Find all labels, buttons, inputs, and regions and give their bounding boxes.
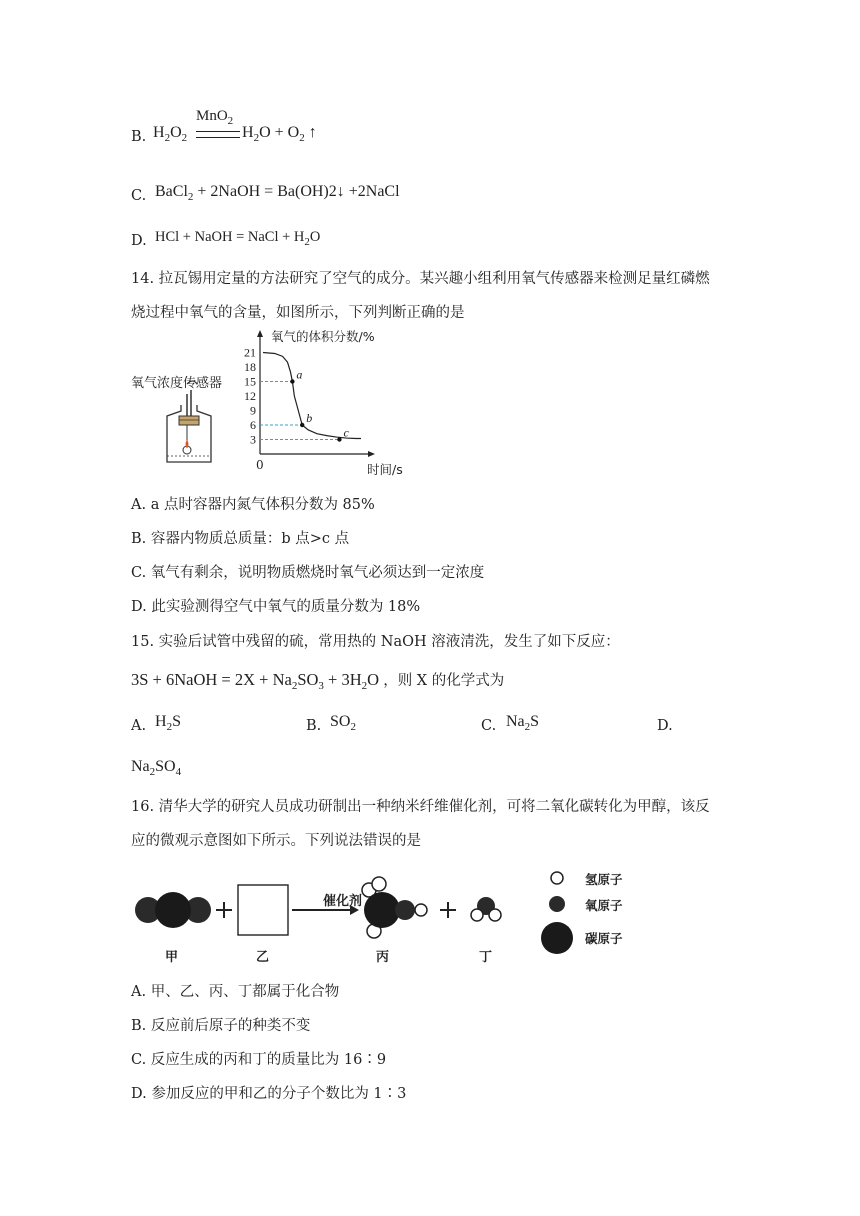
- q15-option-c-label: C.: [481, 718, 497, 734]
- y-tick-label: 12: [244, 389, 256, 403]
- q14-option-c: C. 氧气有剩余，说明物质燃烧时氧气必须达到一定浓度: [131, 565, 485, 581]
- y-tick-label: 9: [250, 403, 256, 418]
- oxygen-chart: [244, 330, 375, 457]
- chart-y-axis-label: 氧气的体积分数/%: [271, 329, 375, 344]
- y-tick-label: 6: [250, 418, 256, 432]
- apparatus-and-chart: [131, 330, 391, 465]
- q13-option-b-equation-left: $H_2O_2$: [153, 124, 188, 144]
- y-tick-label: 15: [244, 374, 256, 389]
- q15-option-d: $Na_2SO_4$: [131, 758, 182, 778]
- methanol-molecule-icon: [362, 877, 427, 938]
- water-molecule-icon: [471, 897, 501, 921]
- q16-molecule-diagram: [131, 868, 651, 973]
- q15-option-b-label: B.: [306, 718, 322, 734]
- q13-option-b-equal-sign: [196, 131, 240, 138]
- q14-stem-line2: 烧过程中氧气的含量，如图所示，下列判断正确的是: [131, 305, 465, 321]
- legend-oxygen-label: 氧原子: [585, 898, 623, 913]
- carbon-atom-icon: [541, 922, 573, 954]
- q13-option-d-equation: HCl + NaOH = NaCl + $H_2O$: [155, 229, 321, 248]
- point-label-b: b: [306, 411, 313, 425]
- yi-label: 乙: [256, 950, 270, 965]
- q16-option-b: B. 反应前后原子的种类不变: [131, 1018, 311, 1034]
- q16-option-c: C. 反应生成的丙和丁的质量比为 16∶9: [131, 1052, 387, 1068]
- q15-option-a-label: A.: [131, 718, 147, 734]
- chart-origin-label: 0: [256, 458, 264, 472]
- chart-x-axis-label: 时间/s: [367, 462, 403, 477]
- jia-label: 甲: [165, 950, 179, 965]
- q13-option-c-label: C.: [131, 188, 147, 204]
- q16-stem-line2: 应的微观示意图如下所示。下列说法错误的是: [131, 833, 421, 849]
- q15-equation: 3S + 6NaOH = $2X + Na_2SO_3 + 3H_2O$ ，则 X 的化学式为: [131, 670, 505, 692]
- q14-option-a: A. a 点时容器内氮气体积分数为 85%: [131, 497, 375, 513]
- y-tick-label: 21: [244, 345, 256, 360]
- point-label-a: a: [296, 367, 303, 382]
- q13-option-b-catalyst: MnO$_2$: [196, 108, 234, 127]
- point-label-c: c: [343, 425, 349, 440]
- data-point-c: [337, 437, 341, 441]
- q14-stem-line1: 14. 拉瓦锡用定量的方法研究了空气的成分。某兴趣小组利用氧气传感器来检测足量红磷燃: [131, 271, 710, 287]
- legend-hydrogen-label: 氢原子: [585, 872, 623, 887]
- oxygen-sensor-bottle-icon: [167, 381, 211, 462]
- q15-option-a: $H_2S$: [155, 713, 181, 733]
- q13-option-d-label: D.: [131, 233, 147, 249]
- q16-stem-line1: 16. 清华大学的研究人员成功研制出一种纳米纤维催化剂，可将二氧化碳转化为甲醇，该反: [131, 799, 710, 815]
- q13-option-c-equation: BaCl$_2$ + 2NaOH = Ba(OH)2↓ +2NaCl: [155, 183, 400, 203]
- hydrogen-atom-icon: [551, 872, 563, 884]
- q15-option-b: $SO_2$: [330, 713, 356, 733]
- q14-option-b: B. 容器内物质总质量：b 点>c 点: [131, 531, 350, 547]
- co2-molecule-icon: [135, 892, 211, 928]
- unknown-reactant-box: [238, 885, 288, 935]
- q13-option-b-equation-right: $H_2O + O_2$ ↑: [242, 124, 317, 144]
- q13-option-b-label: B.: [131, 129, 147, 145]
- ding-label: 丁: [479, 950, 493, 965]
- q14-option-d: D. 此实验测得空气中氧气的质量分数为 18%: [131, 599, 421, 615]
- data-point-b: [300, 423, 304, 427]
- q16-option-d: D. 参加反应的甲和乙的分子个数比为 1∶3: [131, 1086, 407, 1102]
- q16-option-a: A. 甲、乙、丙、丁都属于化合物: [131, 984, 340, 1000]
- q15-option-c: $Na_2S$: [506, 713, 540, 733]
- legend-carbon-label: 碳原子: [585, 931, 623, 946]
- bing-label: 丙: [376, 950, 390, 965]
- q14-figure: [131, 329, 403, 477]
- oxygen-atom-icon: [549, 896, 565, 912]
- catalyst-label: 催化剂: [323, 894, 363, 909]
- data-point-a: [290, 379, 294, 383]
- q15-stem: 15. 实验后试管中残留的硫，常用热的 NaOH 溶液清洗，发生了如下反应：: [131, 634, 620, 650]
- sensor-label: 氧气浓度传感器: [131, 376, 223, 391]
- y-tick-label: 3: [250, 432, 256, 447]
- y-tick-label: 18: [244, 360, 256, 374]
- q15-option-d-label: D.: [657, 718, 673, 734]
- molecule-diagram-svg: [131, 868, 651, 973]
